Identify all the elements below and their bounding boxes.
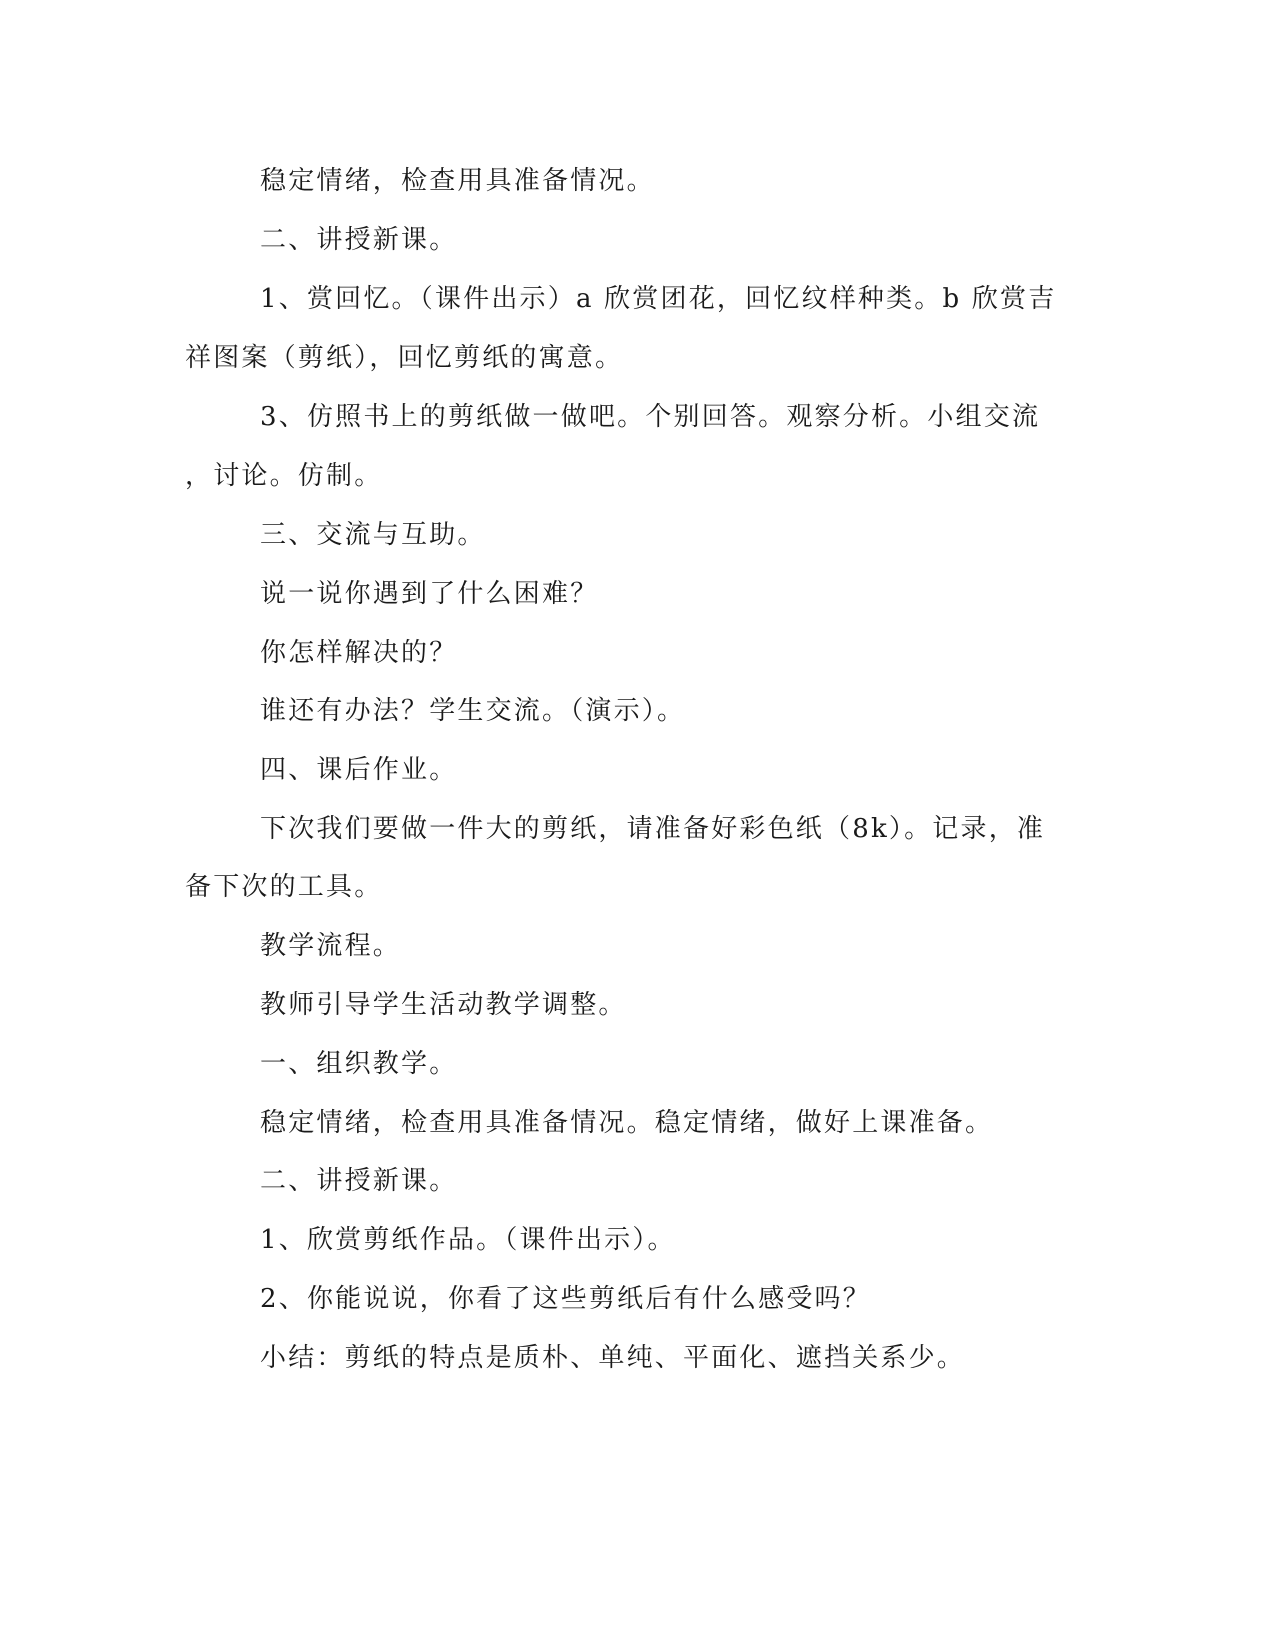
section-heading: 三、交流与互助。 bbox=[260, 520, 486, 550]
section-heading: 一、组织教学。 bbox=[260, 1049, 458, 1079]
paragraph-line-continued: 祥图案（剪纸），回忆剪纸的寓意。 bbox=[185, 343, 624, 373]
paragraph-line: 你怎样解决的？ bbox=[260, 638, 458, 668]
paragraph-line: 说一说你遇到了什么困难？ bbox=[260, 579, 599, 609]
section-heading: 二、讲授新课。 bbox=[260, 1166, 458, 1196]
section-heading: 二、讲授新课。 bbox=[260, 225, 458, 255]
paragraph-line: 1、欣赏剪纸作品。（课件出示）。 bbox=[260, 1225, 676, 1255]
paragraph-line-continued: 备下次的工具。 bbox=[185, 872, 383, 902]
paragraph-line: 下次我们要做一件大的剪纸，请准备好彩色纸（8k）。记录，准 bbox=[260, 814, 1046, 844]
paragraph-line: 教师引导学生活动教学调整。 bbox=[260, 990, 627, 1020]
paragraph-line: 教学流程。 bbox=[260, 931, 402, 961]
paragraph-line: 1、赏回忆。（课件出示）a 欣赏团花，回忆纹样种类。b 欣赏吉 bbox=[260, 284, 1057, 314]
paragraph-line-continued: ，讨论。仿制。 bbox=[185, 461, 383, 491]
section-heading: 四、课后作业。 bbox=[260, 755, 458, 785]
paragraph-line: 2、你能说说，你看了这些剪纸后有什么感受吗？ bbox=[260, 1284, 871, 1314]
paragraph-line: 谁还有办法？学生交流。（演示）。 bbox=[260, 696, 686, 726]
paragraph-line: 稳定情绪，检查用具准备情况。 bbox=[260, 166, 655, 196]
paragraph-line: 3、仿照书上的剪纸做一做吧。个别回答。观察分析。小组交流 bbox=[260, 402, 1041, 432]
paragraph-line: 小结：剪纸的特点是质朴、单纯、平面化、遮挡关系少。 bbox=[260, 1343, 966, 1373]
paragraph-line: 稳定情绪，检查用具准备情况。稳定情绪，做好上课准备。 bbox=[260, 1108, 994, 1138]
